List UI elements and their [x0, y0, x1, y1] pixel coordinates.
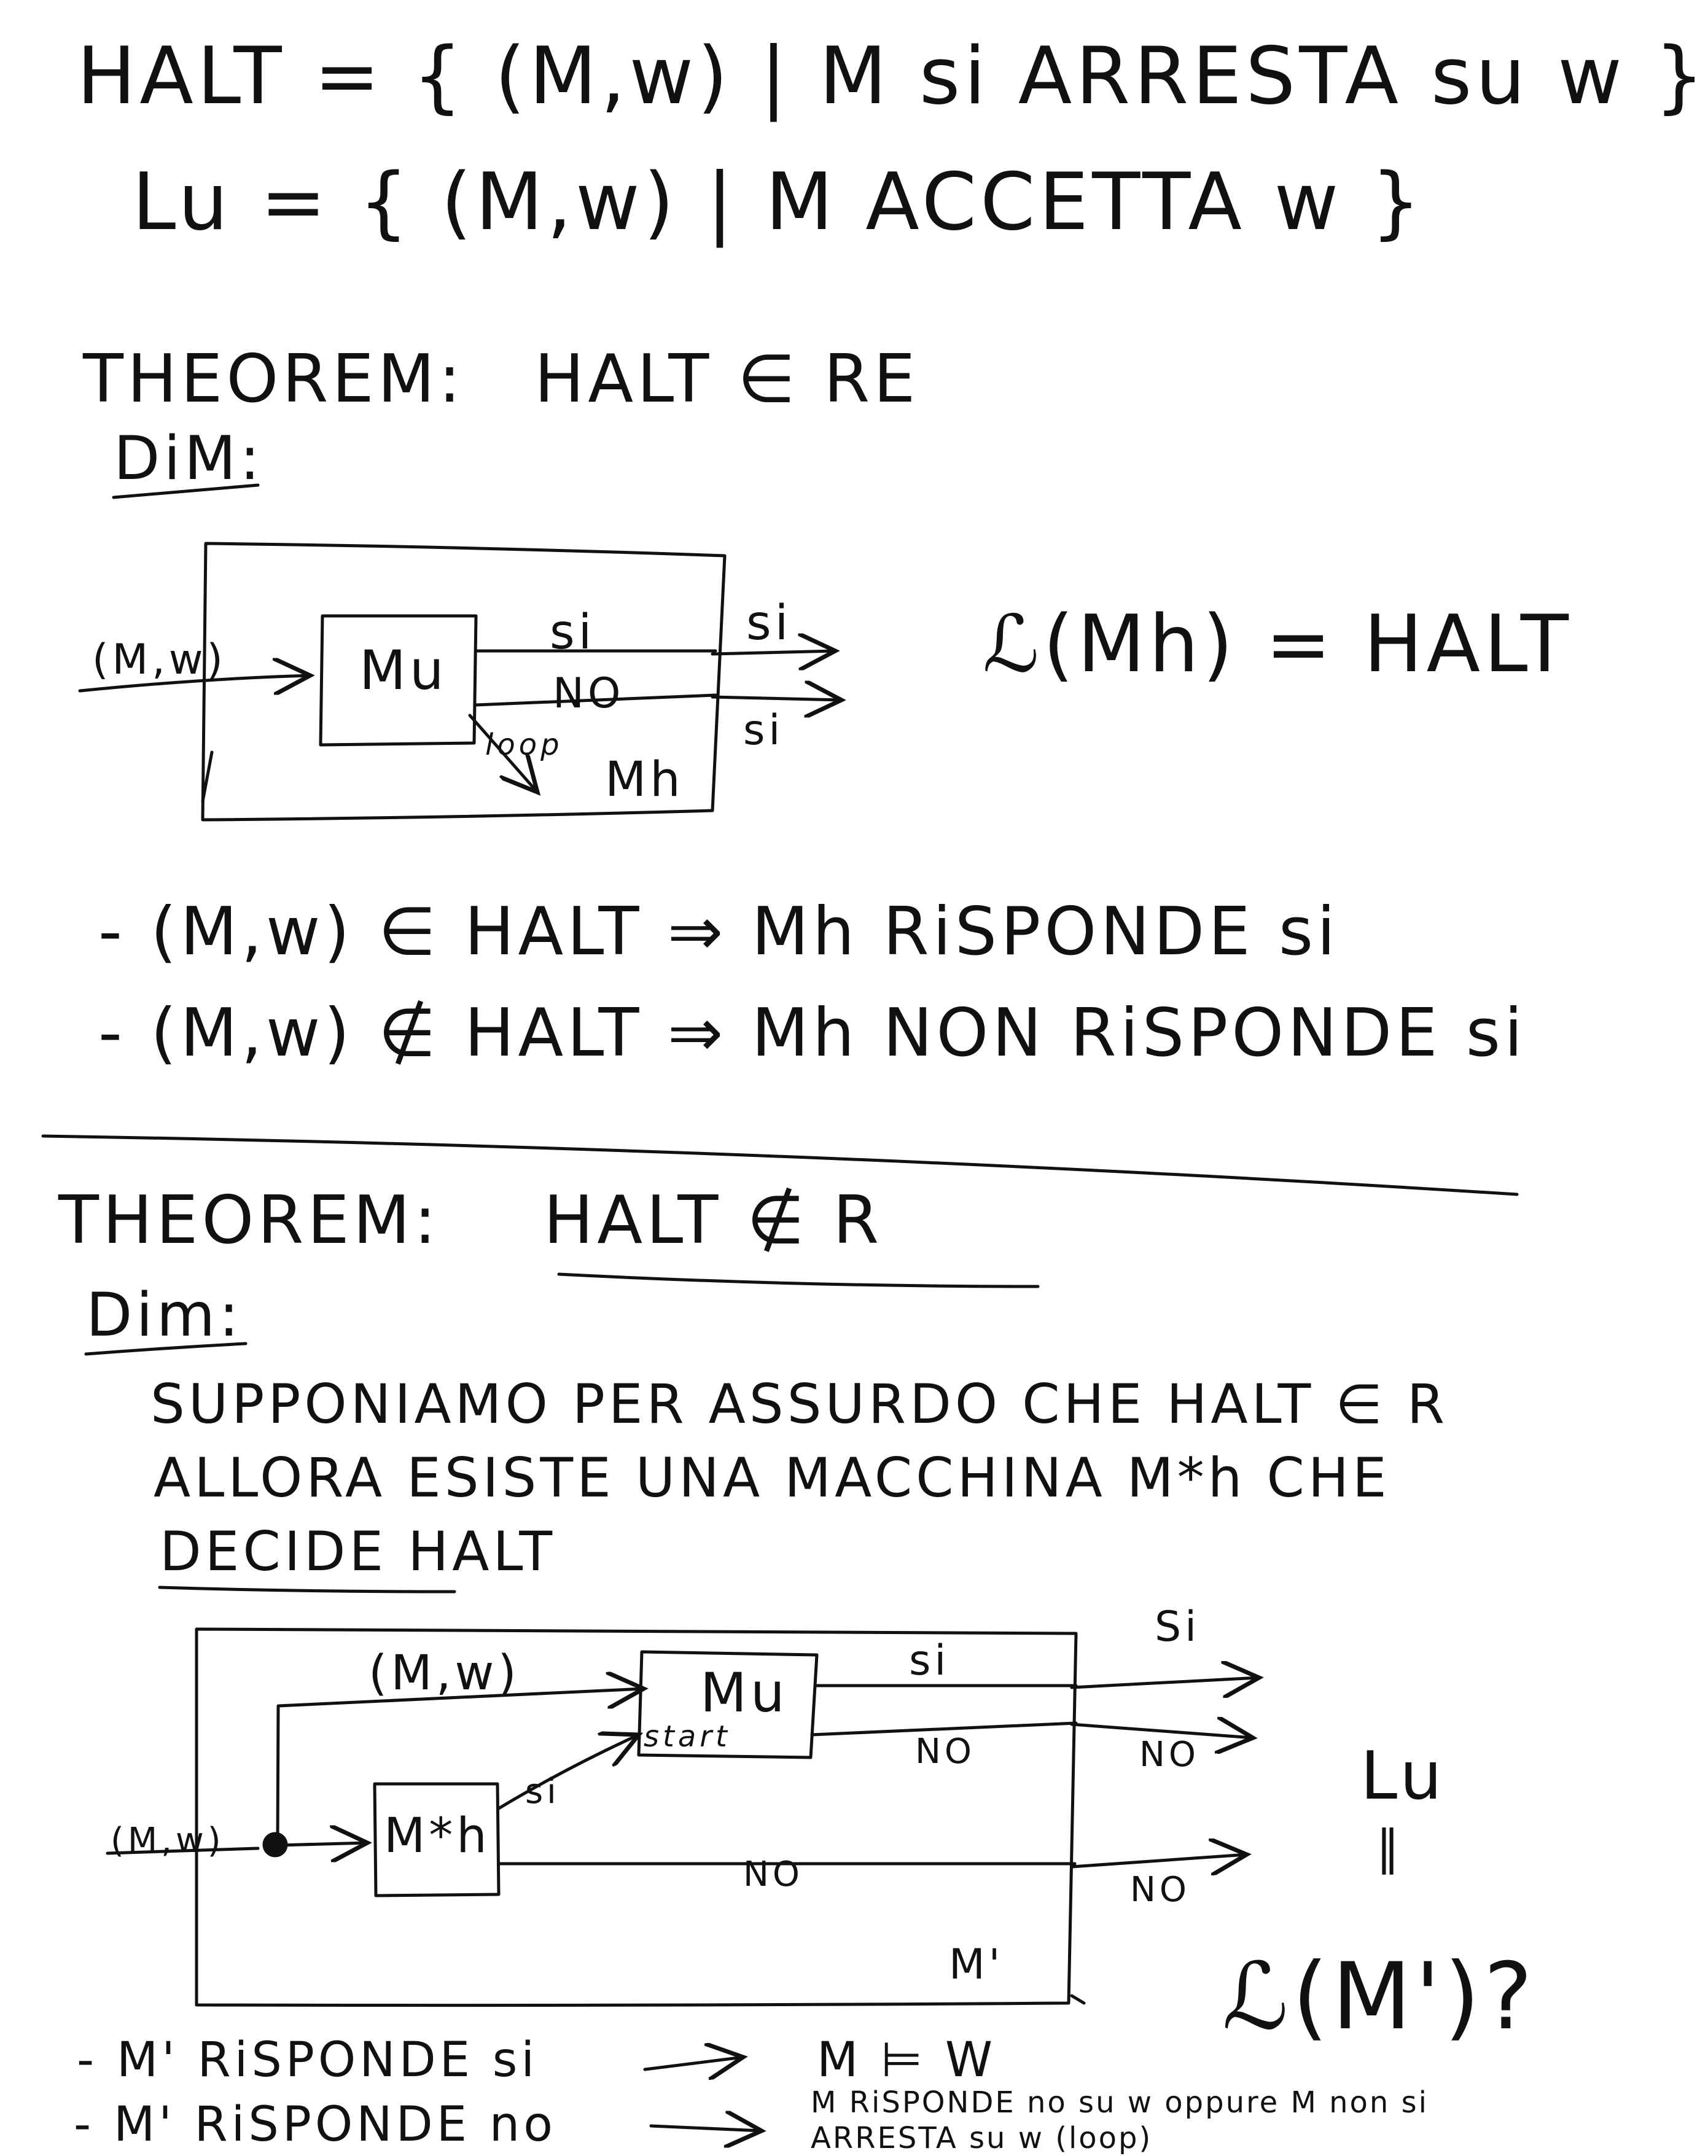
theorem-2-heading: THEOREM: [58, 1182, 440, 1259]
theorem-2-body-1: SUPPONIAMO PER ASSURDO CHE HALT ∈ R [150, 1372, 1449, 1436]
imp-arrow-2 [651, 2126, 762, 2131]
diagram-2-start: start [644, 1719, 731, 1754]
diagram-1-yes-out-bottom: si [743, 706, 784, 755]
theorem-1-language-eq: ℒ(Mh) = HALT [983, 599, 1572, 690]
out-yes-2 [1072, 1678, 1259, 1687]
edge-tick [1072, 1996, 1084, 2003]
diagram-2-input: (M,w) [111, 1821, 225, 1861]
diagram-1-inner-machine: Mu [359, 639, 448, 702]
theorem-2-case-2-left: - M' RiSPONDE no [74, 2097, 556, 2152]
lu-definition: Lu = { (M,w) | M ACCETTA w } [132, 157, 1425, 248]
question-language: ℒ(M')? [1222, 1944, 1537, 2050]
diagram-2-pair-label: (M,w) [369, 1646, 520, 1701]
diagram-1-input: (M,w) [92, 636, 227, 684]
claim-underline-2 [559, 1274, 1038, 1286]
out-yes-bottom [712, 697, 841, 700]
theorem-2-case-1-right: M ⊨ W [817, 2033, 996, 2088]
diagram-2-d-no: NO [743, 1854, 803, 1894]
diagram-2-universal: Mu [700, 1661, 789, 1724]
halt-definition: HALT = { (M,w) | M si ARRESTA su w } [77, 31, 1708, 122]
diagram-1-loop: loop [485, 728, 563, 762]
diagram-2-out-no-top: NO [1139, 1735, 1199, 1775]
diagram-1-yes-out-top: si [746, 596, 792, 651]
equality-mark: ∥ [1376, 1821, 1403, 1876]
theorem-1-proof-label: DiM: [114, 424, 264, 494]
theorem-2-case-1-left: - M' RiSPONDE si [77, 2033, 539, 2088]
diagram-2-u-no: NO [915, 1732, 975, 1772]
lu-label: Lu [1360, 1738, 1446, 1815]
imp-arrow-1 [645, 2057, 743, 2069]
out-no-bottom-2 [1072, 1854, 1247, 1867]
diagram-2-u-yes: si [909, 1636, 950, 1685]
theorem-2-claim: HALT ∉ R [544, 1182, 883, 1259]
decide-underline [160, 1587, 454, 1592]
diagram-1-machine-name: Mh [605, 752, 684, 808]
out-yes-top [712, 651, 835, 654]
theorem-1-case-1: - (M,w) ∈ HALT ⇒ Mh RiSPONDE si [98, 893, 1339, 970]
theorem-2-body-2: ALLORA ESISTE UNA MACCHINA M*h CHE [154, 1446, 1390, 1509]
junction-to-decider [278, 1843, 367, 1845]
theorem-1-claim: HALT ∈ RE [534, 341, 919, 418]
diagram-1-yes-inner: si [550, 605, 596, 660]
diagram-2-out-no-bottom: NO [1130, 1870, 1190, 1910]
diagram-2-out-yes: Si [1155, 1603, 1201, 1651]
diagram-2-machine-name: M' [949, 1940, 1004, 1989]
theorem-1-case-2: - (M,w) ∉ HALT ⇒ Mh NON RiSPONDE si [98, 995, 1527, 1072]
theorem-2-body-3: DECIDE HALT [160, 1520, 556, 1583]
diagram-2-decider-yes: si [525, 1772, 560, 1812]
diagram-2-decider: M*h [384, 1808, 491, 1864]
junction-dot [264, 1834, 286, 1856]
theorem-2-proof-label: Dim: [86, 1280, 243, 1350]
theorem-2-case-2-right: M RiSPONDE no su w oppure M non si ARRESTA su w (loop) [811, 2085, 1429, 2155]
theorem-1-heading: THEOREM: [83, 341, 465, 418]
diagram-1-no-inner: NO [553, 669, 625, 718]
decider-yes-arrow [499, 1735, 639, 1808]
